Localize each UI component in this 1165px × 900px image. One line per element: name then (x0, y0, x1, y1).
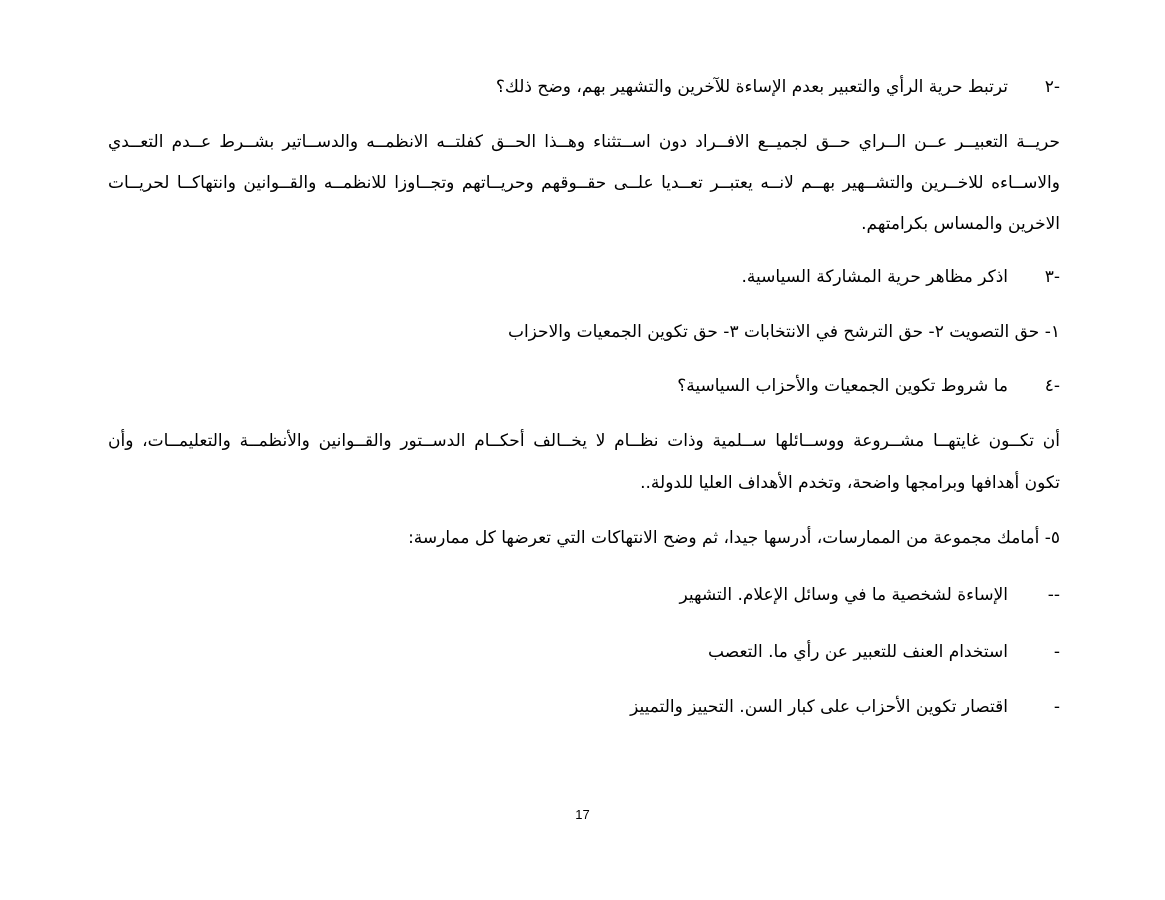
practice-1-text: الإساءة لشخصية ما في وسائل الإعلام. التشهير (679, 585, 1008, 605)
question-3-text: اذكر مظاهر حرية المشاركة السياسية. (741, 267, 1008, 287)
question-2-text: ترتبط حرية الرأي والتعبير بعدم الإساءة للآخرين والتشهير بهم، وضح ذلك؟ (495, 77, 1008, 97)
answer-4-line-1: أن تكــون غايتهــا مشــروعة ووســائلها ســلمية وذات نظــام لا يخــالف أحكــام الدســتور والقــوانين والأنظمــة والتعليمــات، وأن (108, 431, 1060, 451)
question-4-number: -٤ (1044, 376, 1060, 396)
practice-3-bullet: - (1053, 697, 1060, 717)
answer-2-line-2: والاســاءه للاخــرين والتشــهير بهــم لانــه يعتبــر تعــديا علــى حقــوقهم وحريــاتهم وتجــاوزا للانظمــه والقــوانين وانتهاكــا لحريــات (108, 173, 1060, 193)
practice-2-bullet: - (1053, 642, 1060, 662)
question-3-number: -٣ (1044, 267, 1060, 287)
practice-2-text: استخدام العنف للتعبير عن رأي ما. التعصب (708, 642, 1008, 662)
answer-2-line-1: حريــة التعبيــر عــن الــراي حــق لجميــع الافــراد دون اســتثناء وهــذا الحــق كفلتــه الانظمــه والدســاتير بشــرط عــدم التعــدي (108, 132, 1060, 152)
practice-3-text: اقتصار تكوين الأحزاب على كبار السن. التحييز والتمييز (630, 697, 1008, 717)
page-number: 17 (575, 807, 590, 822)
question-5-text: ٥- أمامك مجموعة من الممارسات، أدرسها جيدا، ثم وضح الانتهاكات التي تعرضها كل ممارسة: (408, 528, 1060, 548)
answer-3-line-1: ١- حق التصويت ٢- حق الترشح في الانتخابات ٣- حق تكوين الجمعيات والاحزاب (507, 322, 1060, 342)
question-4-text: ما شروط تكوين الجمعيات والأحزاب السياسية؟ (677, 376, 1008, 396)
question-2-number: -٢ (1044, 77, 1060, 97)
answer-2-line-3: الاخرين والمساس بكرامتهم. (861, 214, 1060, 234)
answer-4-line-2: تكون أهدافها وبرامجها واضحة، وتخدم الأهداف العليا للدولة.. (640, 473, 1060, 493)
practice-1-bullet: -- (1047, 585, 1060, 605)
